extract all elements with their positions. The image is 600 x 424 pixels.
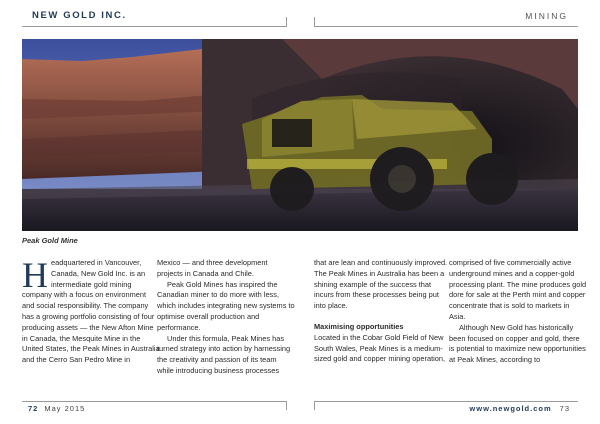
section-label: MINING (525, 11, 568, 21)
paragraph: Located in the Cobar Gold Field of New South Wales, Peak Mines is a medium-sized gold and copper mining operation, (314, 332, 446, 364)
intro-text: eadquartered in Vancouver, Canada, New Gold Inc. is an intermediate gold mining company with a focus on environment and social responsibility. The company has a growing portfolio consisting of four producing assets — the New Afton Mine in Canada, the Mesquite Mine in the United States, the Peak Mines in Australia and the Cerro San Pedro Mine in (22, 258, 160, 365)
drop-cap: H (22, 255, 48, 295)
article-column-4 (449, 258, 587, 366)
subheading: Maximising opportunities (314, 321, 404, 331)
footer-rule-right (314, 401, 578, 402)
article-column-2 (157, 258, 295, 377)
article-column-1 (22, 255, 160, 366)
mine-photo (22, 39, 578, 231)
paragraph: Although New Gold has historically been focused on copper and gold, there is potential to maximize new opportunities at Peak Mines, according to (449, 322, 586, 365)
website-link[interactable]: www.newgold.com (469, 404, 552, 413)
footer-tick-left (286, 401, 287, 410)
brand-name: NEW GOLD INC. (32, 10, 127, 21)
page-number-left: 72 (28, 404, 39, 413)
footer-right (469, 404, 570, 413)
photo-caption: Peak Gold Mine (22, 236, 78, 245)
header-rule-left (22, 26, 286, 27)
issue-date: May 2015 (44, 404, 86, 413)
footer-rule-left (22, 401, 286, 402)
paragraph: comprised of five commercially active underground mines and a copper-gold processing plant. The mine produces gold dore for sale at the Perth mint and copper concentrate that is sold to markets in Asia. (449, 258, 587, 321)
paragraph: Peak Gold Mines has inspired the Canadian miner to do more with less, which includes integrating new systems to optimise overall production and performance. (157, 279, 295, 332)
header-tick-right (314, 17, 315, 27)
article-column-3 (314, 258, 452, 365)
header-rule-right (314, 26, 578, 27)
footer-tick-right (314, 401, 315, 410)
footer-left (28, 404, 85, 413)
paragraph: that are lean and continuously improved. The Peak Mines in Australia has been a shining example of the success that incurs from these processes being put into place. (314, 258, 448, 311)
page-number-right: 73 (559, 404, 570, 413)
intro-paragraph (22, 255, 160, 366)
paragraph: Under this formula, Peak Mines has turned strategy into action by harnessing the creativity and passion of its team while introducing business processes (157, 333, 291, 375)
header-tick-left (286, 17, 287, 27)
paragraph: Mexico — and three development projects in Canada and Chile. (157, 258, 268, 278)
